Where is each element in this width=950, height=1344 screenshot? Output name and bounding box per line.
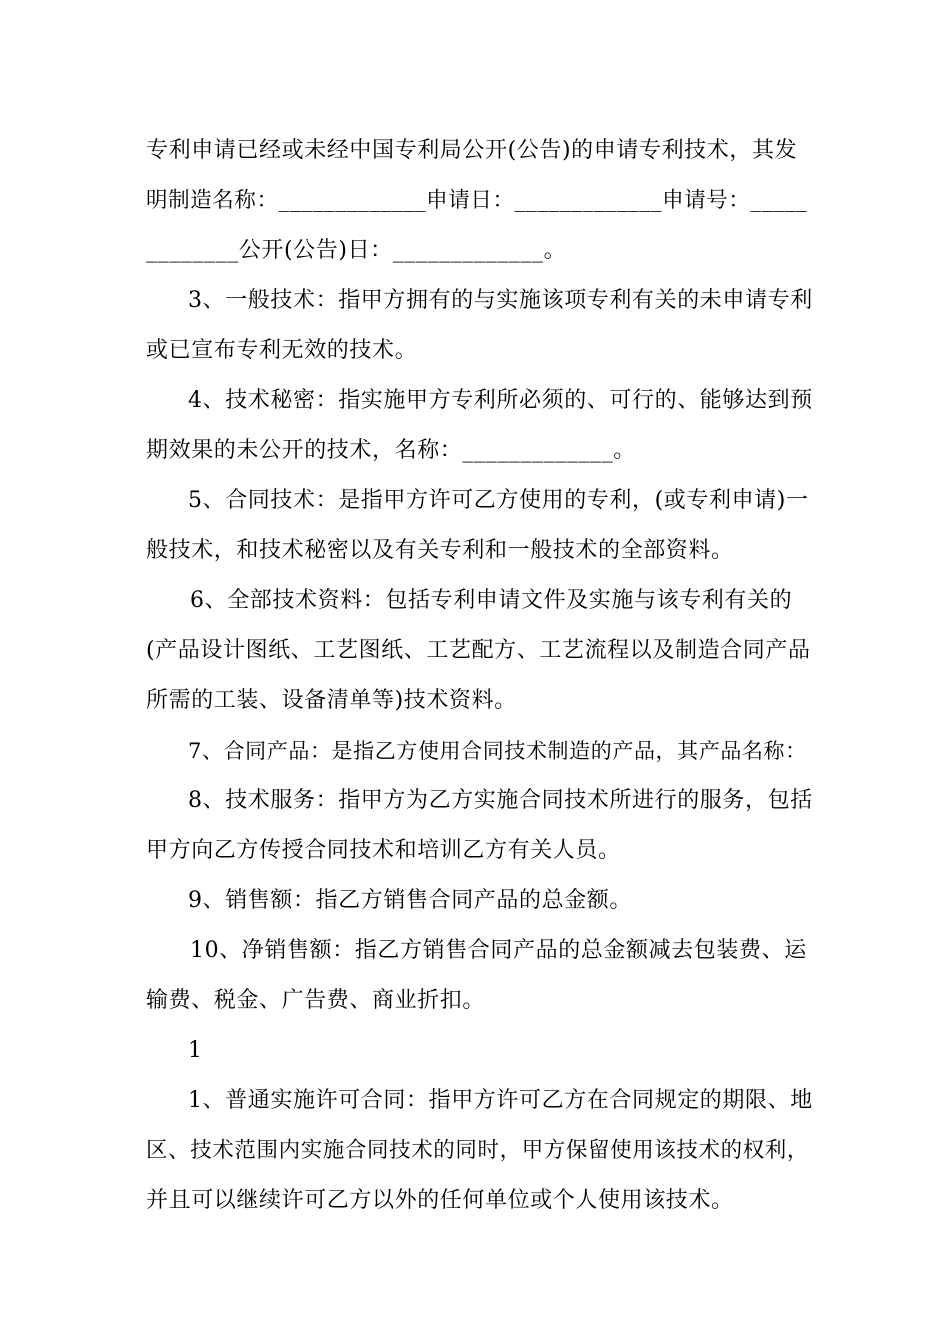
text-line: 所需的工装、设备清单等)技术资料。 [146, 688, 517, 713]
text-line: 专利申请已经或未经中国专利局公开(公告)的申请专利技术，其发 [146, 138, 798, 163]
text-line: 或已宣布专利无效的技术。 [146, 338, 418, 363]
text-line: 7、合同产品：是指乙方使用合同技术制造的产品，其产品名称： [188, 739, 807, 763]
text-line: 期效果的未公开的技术，名称：_____________。 [146, 438, 636, 463]
text-line: 6、全部技术资料：包括专利申请文件及实施与该专利有关的 [190, 588, 793, 613]
text-line: 8、技术服务：指甲方为乙方实施合同技术所进行的服务，包括 [188, 788, 813, 813]
text-line: 3、一般技术：指甲方拥有的与实施该项专利有关的未申请专利 [188, 288, 813, 313]
text-line: 并且可以继续许可乙方以外的任何单位或个人使用该技术。 [146, 1188, 734, 1213]
text-line: 明制造名称：_____________申请日：_____________申请号：_____ [146, 188, 808, 213]
text-line: ________公开(公告)日：_____________。 [146, 238, 567, 263]
text-line: 般技术，和技术秘密以及有关专利和一般技术的全部资料。 [146, 538, 734, 563]
text-line: 输费、税金、广告费、商业折扣。 [146, 988, 486, 1013]
text-line: 甲方向乙方传授合同技术和培训乙方有关人员。 [146, 838, 621, 863]
text-line: (产品设计图纸、工艺图纸、工艺配方、工艺流程以及制造合同产品 [146, 638, 811, 663]
section-number: 1 [188, 1038, 203, 1063]
text-line: 9、销售额：指乙方销售合同产品的总金额。 [188, 888, 632, 913]
text-line: 区、技术范围内实施合同技术的同时，甲方保留使用该技术的权利， [146, 1138, 810, 1163]
text-line: 10、净销售额：指乙方销售合同产品的总金额减去包装费、运 [190, 938, 807, 963]
text-line: 4、技术秘密：指实施甲方专利所必须的、可行的、能够达到预 [188, 388, 813, 413]
text-line: 1、普通实施许可合同：指甲方许可乙方在合同规定的期限、地 [188, 1088, 813, 1113]
text-line: 5、合同技术：是指甲方许可乙方使用的专利，(或专利申请)一 [188, 488, 809, 513]
